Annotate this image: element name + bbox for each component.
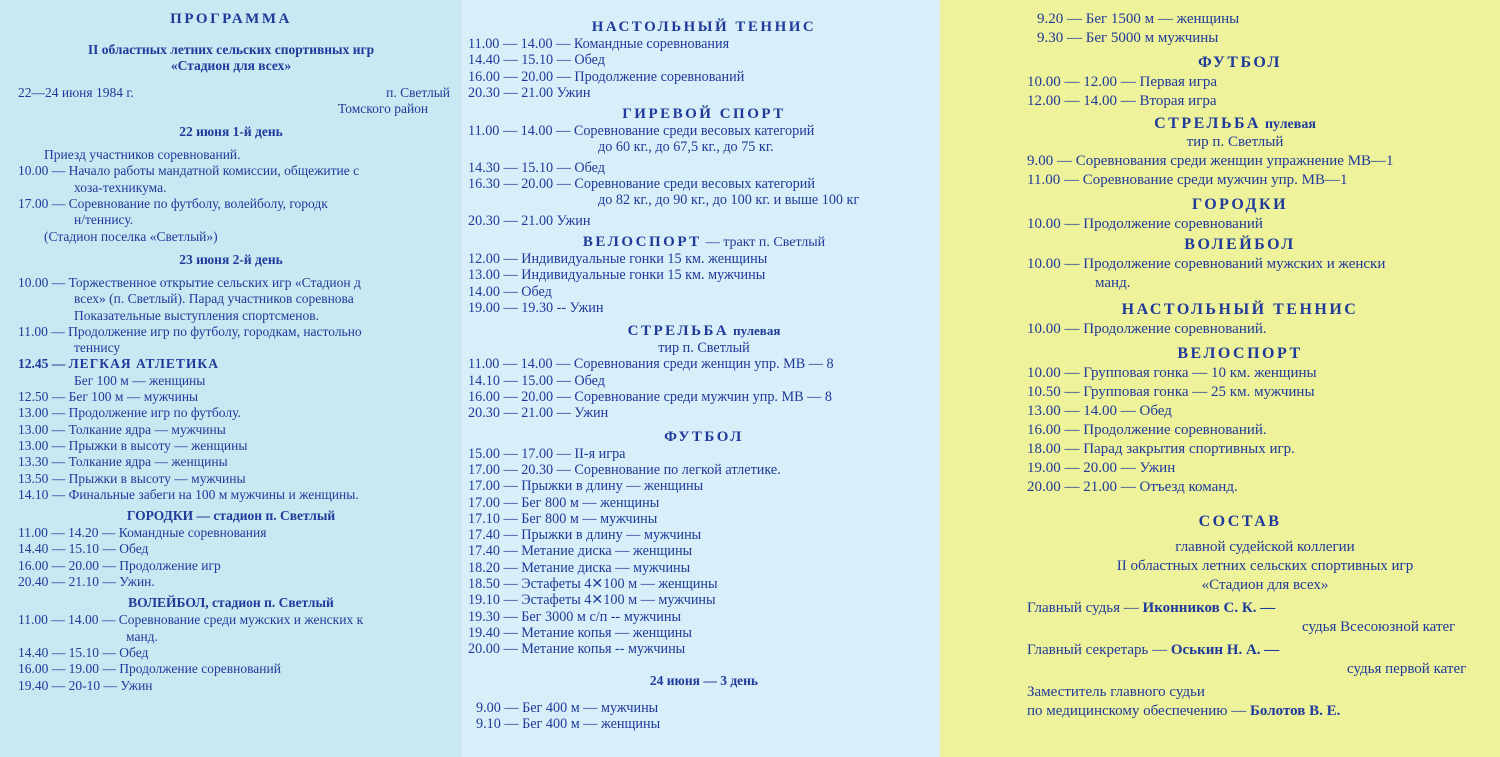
gorodki-line: 14.40 — 15.10 — Обед — [18, 541, 149, 557]
event-dates: 22—24 июня 1984 г. — [18, 84, 134, 100]
day2-line: теннису — [74, 340, 121, 356]
football-line: 18.50 — Эстафеты 4✕100 м — женщины — [468, 576, 718, 593]
cycling-sub: — тракт п. Светлый — [705, 234, 826, 250]
day1-line: н/теннису. — [74, 212, 134, 228]
weights-header: ГИРЕВОЙ СПОРТ — [622, 106, 786, 123]
program-title: ПРОГРАММА — [170, 11, 292, 27]
weights-line: до 82 кг., до 90 кг., до 100 кг. и выше 100 кг — [598, 192, 860, 209]
day1-line: Приезд участников соревнований. — [44, 147, 241, 163]
gorodki-header: ГОРОДКИ — [1191, 196, 1289, 213]
cycling-line: 13.00 — 14.00 — Обед — [1027, 403, 1172, 419]
date-place-row — [18, 85, 462, 101]
day1-header: 22 июня 1-й день — [179, 124, 283, 140]
cycling-heading — [468, 233, 940, 251]
program-page-2 — [462, 0, 940, 757]
tennis-line: 16.00 — 20.00 — Продолжение соревнований — [468, 68, 745, 85]
chief-secretary-title: судья первой катег — [1347, 661, 1467, 677]
football-line: 17.00 — Бег 800 м — женщины — [468, 494, 660, 511]
football-line: 17.00 — 20.30 — Соревнование по легкой атлетике. — [468, 461, 781, 478]
athletics-line: 12.50 — Бег 100 м — мужчины — [18, 389, 199, 405]
volleyball-line: манд. — [1095, 275, 1131, 291]
weights-line: 14.30 — 15.10 — Обед — [468, 159, 606, 176]
volleyball-header: ВОЛЕЙБОЛ — [1184, 236, 1296, 253]
gorodki-line: 20.40 — 21.10 — Ужин. — [18, 574, 155, 590]
shooting-place: тир п. Светлый — [658, 340, 750, 357]
athletics-line: 13.00 — Толкание ядра — мужчины — [18, 421, 226, 437]
cycling-line: 10.50 — Групповая гонка — 25 км. мужчины — [1027, 384, 1315, 400]
program-page-3 — [940, 0, 1500, 757]
football-line: 20.00 — Метание копья -- мужчины — [468, 641, 686, 658]
weights-line: 20.30 — 21.00 Ужин — [468, 212, 591, 229]
football-line: 17.00 — Прыжки в длину — женщины — [468, 478, 704, 495]
shooting-line: 9.00 — Соревнования среди женщин упражнение МВ—1 — [1027, 153, 1394, 169]
athletics-line: 13.30 — Толкание ядра — женщины — [18, 454, 228, 470]
deputy-label: по медицинскому обеспечению — — [1027, 703, 1247, 719]
shooting-header: СТРЕЛЬБА — [627, 323, 730, 340]
football-line: 19.40 — Метание копья — женщины — [468, 624, 692, 641]
cycling-line: 10.00 — Групповая гонка — 10 км. женщины — [1027, 365, 1317, 381]
weights-line: до 60 кг., до 67,5 кг., до 75 кг. — [598, 139, 774, 156]
football-line: 12.00 — 14.00 — Вторая игра — [1027, 93, 1217, 109]
day3-header: 24 июня — 3 день — [649, 672, 759, 688]
day2-line: Показательные выступления спортсменов. — [74, 307, 320, 323]
tennis-line: 14.40 — 15.10 — Обед — [468, 52, 606, 69]
cycling-line: 12.00 — Индивидуальные гонки 15 км. женщины — [468, 250, 768, 267]
cycling-line: 19.00 — 20.00 — Ужин — [1027, 460, 1176, 476]
sostav-header: СОСТАВ — [1198, 513, 1282, 530]
shooting-line: 14.10 — 15.00 — Обед — [468, 372, 606, 389]
sostav-line: «Стадион для всех» — [1201, 577, 1329, 593]
top-line: 9.30 — Бег 5000 м мужчины — [1037, 30, 1219, 46]
athletics-time: 12.45 — — [18, 356, 66, 372]
day1-line: 10.00 — Начало работы мандатной комиссии, общежитие с — [18, 163, 360, 179]
cycling-line: 20.00 — 21.00 — Отъезд команд. — [1027, 479, 1238, 495]
tennis-line: 20.30 — 21.00 Ужин — [468, 84, 591, 101]
deputy-name: Болотов В. Е. — [1250, 703, 1341, 719]
program-page-1 — [0, 0, 462, 757]
day2-header: 23 июня 2-й день — [179, 251, 283, 267]
sostav-line: главной судейской коллегии — [1175, 539, 1355, 555]
volleyball-header: ВОЛЕЙБОЛ, стадион п. Светлый — [128, 595, 334, 611]
day1-line: (Стадион поселка «Светлый») — [44, 228, 218, 244]
shooting-sub: пулевая — [1264, 117, 1316, 132]
cycling-header: ВЕЛОСПОРТ — [1177, 345, 1303, 362]
football-header: ФУТБОЛ — [664, 428, 744, 445]
football-line: 15.00 — 17.00 — II-я игра — [468, 445, 626, 462]
deputy-line: Заместитель главного судьи — [1027, 684, 1205, 700]
day3-line: 9.00 — Бег 400 м — мужчины — [476, 699, 659, 716]
gorodki-header: ГОРОДКИ — стадион п. Светлый — [126, 508, 336, 524]
volleyball-line: манд. — [126, 628, 158, 644]
tennis-header: НАСТОЛЬНЫЙ ТЕННИС — [1121, 301, 1359, 318]
gorodki-line: 11.00 — 14.20 — Командные соревнования — [18, 525, 267, 541]
volleyball-line: 16.00 — 19.00 — Продолжение соревнований — [18, 661, 281, 677]
chief-secretary-name: Оськин Н. А. — — [1170, 642, 1280, 658]
tennis-line: 10.00 — Продолжение соревнований. — [1027, 321, 1267, 337]
athletics-line: 13.50 — Прыжки в высоту — мужчины — [18, 470, 246, 486]
shooting-header: СТРЕЛЬБА — [1154, 115, 1261, 132]
chief-judge-title: судья Всесоюзной катег — [1302, 619, 1456, 635]
volleyball-line: 14.40 — 15.10 — Обед — [18, 644, 149, 660]
athletics-title: ЛЕГКАЯ АТЛЕТИКА — [68, 356, 219, 372]
chief-secretary-row — [1027, 641, 1500, 660]
day3-line: 9.10 — Бег 400 м — женщины — [476, 715, 661, 732]
shooting-heading — [940, 115, 1500, 133]
day2-line: 10.00 — Торжественное открытие сельских игр «Стадион д — [18, 274, 361, 290]
football-line: 10.00 — 12.00 — Первая игра — [1027, 74, 1218, 90]
top-line: 9.20 — Бег 1500 м — женщины — [1037, 11, 1240, 27]
shooting-line: 16.00 — 20.00 — Соревнование среди мужчин упр. МВ — 8 — [468, 389, 832, 406]
shooting-line: 11.00 — 14.00 — Соревнования среди женщин упр. МВ — 8 — [468, 356, 834, 373]
event-district: Томского район — [338, 100, 429, 116]
volleyball-line: 10.00 — Продолжение соревнований мужских и женски — [1027, 256, 1386, 272]
football-header: ФУТБОЛ — [1198, 54, 1282, 71]
cycling-header: ВЕЛОСПОРТ — [582, 233, 702, 250]
gorodki-line: 16.00 — 20.00 — Продолжение игр — [18, 557, 221, 573]
athletics-line: 13.00 — Продолжение игр по футболу. — [18, 405, 241, 421]
shooting-place: тир п. Светлый — [1186, 134, 1284, 150]
cycling-line: 18.00 — Парад закрытия спортивных игр. — [1027, 441, 1295, 457]
chief-judge-row — [1027, 599, 1500, 618]
cycling-line: 19.00 — 19.30 -- Ужин — [468, 299, 604, 316]
gorodki-line: 10.00 — Продолжение соревнований — [1027, 216, 1263, 232]
football-line: 19.10 — Эстафеты 4✕100 м — мужчины — [468, 592, 716, 609]
football-line: 18.20 — Метание диска — мужчины — [468, 559, 691, 576]
athletics-line: 14.10 — Финальные забеги на 100 м мужчины и женщины. — [18, 486, 359, 502]
event-place: п. Светлый — [386, 84, 450, 100]
day1-line: 17.00 — Соревнование по футболу, волейболу, городк — [18, 196, 328, 212]
tennis-line: 11.00 — 14.00 — Командные соревнования — [468, 36, 730, 52]
day2-line: 11.00 — Продолжение игр по футболу, городкам, настольно — [18, 323, 362, 339]
weights-line: 16.30 — 20.00 — Соревнование среди весовых категорий — [468, 176, 815, 193]
chief-secretary-label: Главный секретарь — — [1027, 642, 1168, 658]
day2-line: всех» (п. Светлый). Парад участников соревнова — [74, 291, 354, 307]
cycling-line: 14.00 — Обед — [468, 283, 552, 300]
athletics-line: Бег 100 м — женщины — [74, 372, 206, 388]
cycling-line: 16.00 — Продолжение соревнований. — [1027, 422, 1267, 438]
athletics-heading — [18, 356, 462, 372]
football-line: 17.40 — Прыжки в длину — мужчины — [468, 527, 702, 544]
shooting-line: 20.30 — 21.00 — Ужин — [468, 405, 609, 422]
volleyball-line: 19.40 — 20-10 — Ужин — [18, 677, 153, 693]
games-slogan: «Стадион для всех» — [170, 58, 292, 74]
deputy-row — [1027, 702, 1500, 721]
weights-line: 11.00 — 14.00 — Соревнование среди весовых категорий — [468, 123, 815, 140]
football-line: 17.40 — Метание диска — женщины — [468, 543, 693, 560]
games-subtitle: II областных летних сельских спортивных игр — [87, 42, 375, 57]
cycling-line: 13.00 — Индивидуальные гонки 15 км. мужчины — [468, 267, 766, 284]
chief-judge-label: Главный судья — — [1027, 600, 1139, 616]
football-line: 17.10 — Бег 800 м — мужчины — [468, 510, 658, 527]
chief-judge-name: Иконников С. К. — — [1142, 600, 1276, 616]
tennis-header: НАСТОЛЬНЫЙ ТЕННИС — [591, 19, 817, 35]
sostav-line: II областных летних сельских спортивных игр — [1116, 558, 1414, 574]
volleyball-line: 11.00 — 14.00 — Соревнование среди мужских и женских к — [18, 612, 364, 628]
shooting-heading — [468, 322, 940, 340]
football-line: 19.30 — Бег 3000 м с/п -- мужчины — [468, 608, 682, 625]
day1-line: хоза-техникума. — [74, 179, 167, 195]
shooting-sub: пулевая — [733, 323, 781, 339]
athletics-line: 13.00 — Прыжки в высоту — женщины — [18, 437, 248, 453]
shooting-line: 11.00 — Соревнование среди мужчин упр. МВ—1 — [1027, 172, 1348, 188]
